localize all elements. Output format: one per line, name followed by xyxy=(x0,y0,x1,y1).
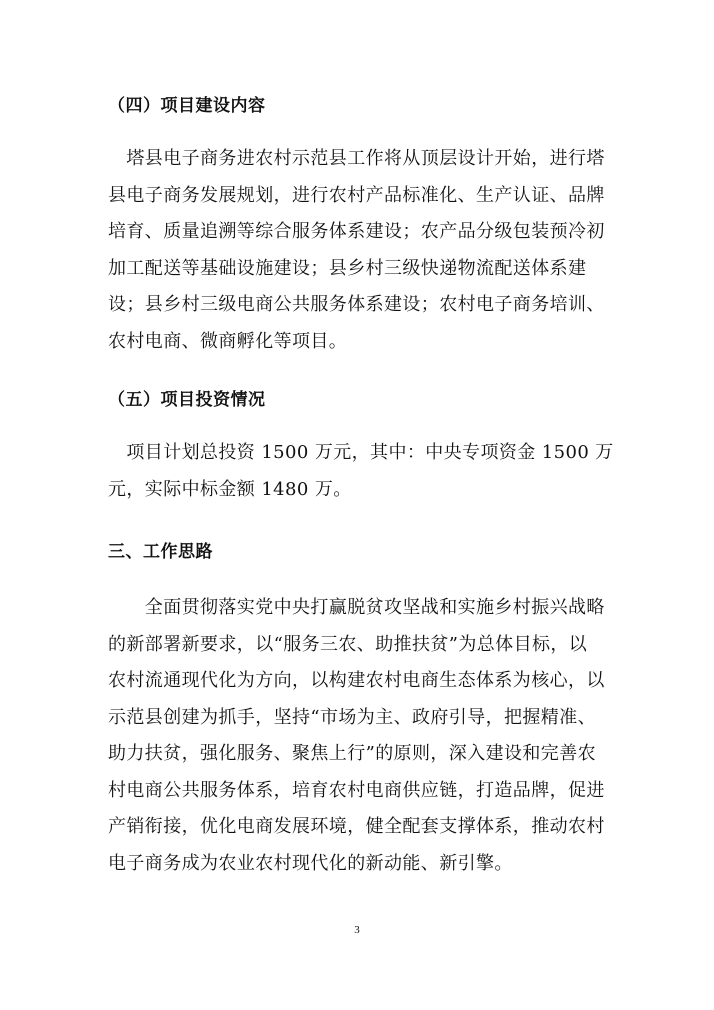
paragraph-line: 县电子商务发展规划，进行农村产品标准化、生产认证、品牌 xyxy=(108,184,605,206)
paragraph-line: 元，实际中标金额 1480 万。 xyxy=(108,478,352,500)
paragraph-construction xyxy=(108,141,608,360)
paragraph-line: 村电商公共服务体系，培育农村电商供应链，打造品牌，促进 xyxy=(108,779,605,801)
paragraph-line: 全面贯彻落实党中央打赢脱贫攻坚战和实施乡村振兴战略 xyxy=(108,597,605,618)
paragraph-line: 产销衔接，优化电商发展环境，健全配套支撑体系，推动农村 xyxy=(108,816,605,837)
section-heading-investment: （五）项目投资情况 xyxy=(108,390,266,410)
paragraph-line: 农村电商、微商孵化等项目。 xyxy=(108,330,348,352)
paragraph-line: 培育、质量追溯等综合服务体系建设；农产品分级包装预冷初 xyxy=(108,221,605,242)
paragraph-investment xyxy=(108,435,614,508)
paragraph-line: 农村流通现代化为方向，以构建农村电商生态体系为核心，以 xyxy=(108,670,605,691)
paragraph-approach xyxy=(108,590,608,882)
paragraph-line: 塔县电子商务进农村示范县工作将从顶层设计开始，进行塔 xyxy=(108,148,605,169)
section-heading-construction: （四）项目建设内容 xyxy=(108,96,266,116)
section-heading-approach: 三、工作思路 xyxy=(108,542,213,562)
paragraph-line: 电子商务成为农业农村现代化的新动能、新引擎。 xyxy=(108,852,513,874)
page-number: 3 xyxy=(354,924,360,936)
paragraph-line: 加工配送等基础设施建设；县乡村三级快递物流配送体系建 xyxy=(108,257,587,279)
paragraph-line: 的新部署新要求，以“服务三农、助推扶贫”为总体目标，以 xyxy=(108,633,588,655)
paragraph-line: 示范县创建为抓手，坚持“市场为主、政府引导，把握精准、 xyxy=(108,706,596,728)
paragraph-line: 项目计划总投资 1500 万元，其中：中央专项资金 1500 万 xyxy=(108,442,614,463)
paragraph-line: 助力扶贫，强化服务、聚焦上行”的原则，深入建设和完善农 xyxy=(108,743,596,764)
paragraph-line: 设；县乡村三级电商公共服务体系建设；农村电子商务培训、 xyxy=(108,294,605,315)
